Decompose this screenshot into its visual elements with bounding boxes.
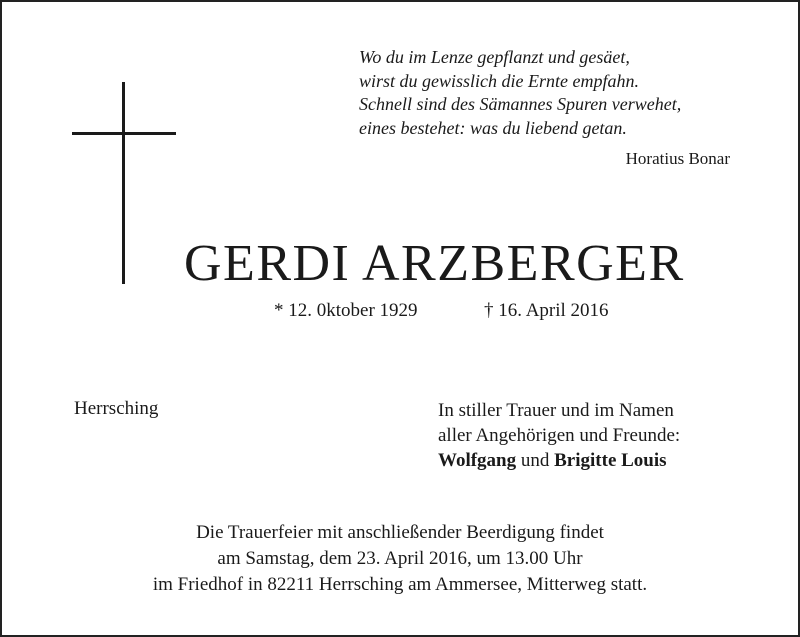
service-line: im Friedhof in 82211 Herrsching am Ammersee, Mitterweg statt. [152, 574, 648, 595]
place-label: Herrsching [74, 398, 159, 419]
mourner-name: Brigitte Louis [554, 450, 667, 471]
poem-line: Wo du im Lenze gepflanzt und gesäet, [359, 47, 630, 67]
mourners-names [438, 448, 680, 473]
service-line: Die Trauerfeier mit anschließender Beerdigung findet [196, 522, 604, 543]
poem-line: wirst du gewisslich die Ernte empfahn. [359, 70, 639, 91]
deceased-name: GERDI ARZBERGER [184, 235, 685, 292]
funeral-service-info [2, 520, 798, 598]
cross-vertical-bar [122, 82, 125, 284]
poem-line: Schnell sind des Sämannes Spuren verwehet, [359, 94, 682, 114]
birth-date: * 12. 0ktober 1929 [274, 300, 418, 321]
mourner-name: Wolfgang [438, 450, 517, 471]
poem-line: eines bestehet: was du liebend getan. [359, 117, 627, 138]
death-date: † 16. April 2016 [484, 300, 609, 321]
mourners-line: aller Angehörigen und Freunde: [438, 425, 681, 446]
mourners-line: In stiller Trauer und im Namen [438, 400, 674, 421]
poem-verse [359, 46, 681, 140]
cross-horizontal-bar [72, 132, 176, 135]
mourners-connector: und [520, 450, 550, 471]
mourners-block [438, 398, 680, 473]
poem-author: Horatius Bonar [625, 149, 730, 168]
service-line: am Samstag, dem 23. April 2016, um 13.00 Uhr [217, 548, 583, 569]
